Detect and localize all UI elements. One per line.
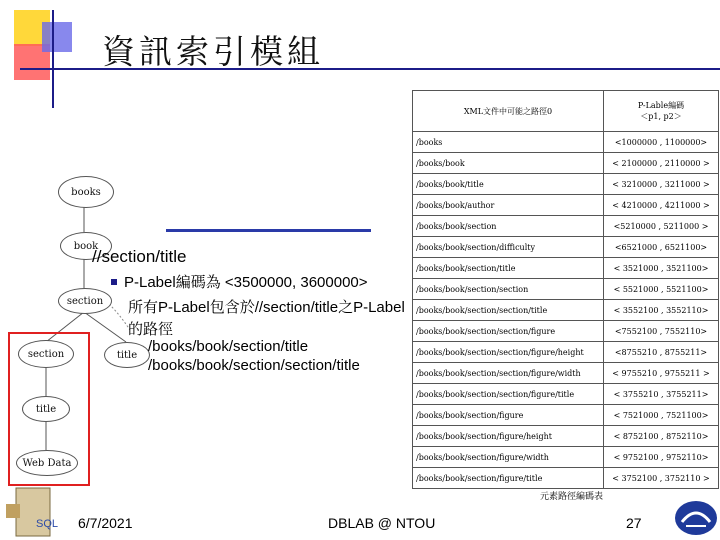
tree-node-books: books	[58, 176, 114, 208]
path-line-2: /books/book/section/section/title	[148, 357, 360, 374]
footer-center: DBLAB @ NTOU	[328, 515, 436, 531]
table-cell-path: /books/book/section/section/title	[413, 300, 604, 321]
table-row	[413, 342, 719, 363]
table-cell-label: < 3521000 , 3521100>	[604, 258, 719, 279]
table-cell-path: /books/book/section/section/figure	[413, 321, 604, 342]
table-header-row	[413, 91, 719, 132]
table-cell-path: /books/book/section/section	[413, 279, 604, 300]
table-cell-path: /books/book/title	[413, 174, 604, 195]
tree-node-section-child: section	[18, 340, 74, 368]
table-cell-path: /books/book/section/figure	[413, 405, 604, 426]
page-number: 27	[626, 515, 642, 531]
table-cell-label: < 3210000 , 3211000 >	[604, 174, 719, 195]
table-row	[413, 321, 719, 342]
header-square-blue	[42, 22, 72, 52]
table-row	[413, 300, 719, 321]
section-heading: //section/title	[92, 247, 187, 266]
tree-node-title: title	[22, 396, 70, 422]
table-cell-label: <5210000 , 5211000 >	[604, 216, 719, 237]
table-row	[413, 132, 719, 153]
table-cell-path: /books/book/section/figure/height	[413, 426, 604, 447]
slide-title: 資訊索引模組	[102, 32, 324, 71]
table-row	[413, 216, 719, 237]
table-cell-label: < 9752100 , 9752110>	[604, 447, 719, 468]
table-row	[413, 384, 719, 405]
table-row	[413, 426, 719, 447]
table-cell-label: < 3752100 , 3752110 >	[604, 468, 719, 489]
table-cell-label: < 8752100 , 8752110>	[604, 426, 719, 447]
tree-node-book: book	[60, 232, 112, 260]
table-row	[413, 468, 719, 489]
table-row	[413, 195, 719, 216]
table-cell-path: /books/book/section	[413, 216, 604, 237]
table-cell-path: /books	[413, 132, 604, 153]
department-logo	[2, 484, 64, 540]
table-cell-label: < 5521000 , 5521100>	[604, 279, 719, 300]
table-row	[413, 237, 719, 258]
highlight-blue-bar	[166, 229, 371, 232]
table-row	[413, 279, 719, 300]
table-header-label	[604, 91, 719, 132]
table-row	[413, 174, 719, 195]
table-cell-path: /books/book/section/difficulty	[413, 237, 604, 258]
footer-date: 6/7/2021	[78, 515, 133, 531]
table-cell-label: < 7521000 , 7521100>	[604, 405, 719, 426]
table-row	[413, 258, 719, 279]
element-path-table	[412, 90, 719, 489]
bullet-marker	[111, 279, 117, 285]
table-header-label-text: P-Lable編碼 ＜p1, p2＞	[637, 101, 685, 121]
table-caption: 元素路徑編碼表	[540, 492, 604, 502]
table-cell-label: < 3755210 , 3755211>	[604, 384, 719, 405]
highlight-red-box	[8, 332, 90, 486]
table-row	[413, 447, 719, 468]
tree-node-section: section	[58, 288, 112, 314]
table-cell-path: /books/book/section/figure/title	[413, 468, 604, 489]
p-label-contains-line: 所有P-Label包含於//section/title之P-Label	[128, 299, 405, 316]
table-row	[413, 405, 719, 426]
path-label: 的路徑	[128, 321, 174, 338]
table-cell-path: /books/book/section/title	[413, 258, 604, 279]
path-line-1: /books/book/section/title	[148, 338, 309, 355]
university-logo-icon	[674, 500, 718, 536]
table-cell-label: <7552100 , 7552110>	[604, 321, 719, 342]
table-cell-path: /books/book/author	[413, 195, 604, 216]
table-cell-label: < 4210000 , 4211000 >	[604, 195, 719, 216]
table-cell-label: < 3552100 , 3552110>	[604, 300, 719, 321]
table-cell-path: /books/book/section/section/figure/height	[413, 342, 604, 363]
table-row	[413, 363, 719, 384]
tree-node-title-inner: title	[104, 342, 150, 368]
table-header-path: XML文件中可能之路徑0	[413, 91, 604, 132]
table-cell-path: /books/book/section/section/figure/title	[413, 384, 604, 405]
table-cell-label: <1000000 , 1100000>	[604, 132, 719, 153]
logo-text: SQL	[36, 518, 59, 530]
p-label-line: P-Label編碼為 <3500000, 3600000>	[124, 274, 368, 291]
table-cell-path: /books/book/section/section/figure/width	[413, 363, 604, 384]
table-cell-label: <8755210 , 8755211>	[604, 342, 719, 363]
header-vertical-rule	[52, 10, 54, 108]
table-cell-label: <6521000 , 6521100>	[604, 237, 719, 258]
tree-node-web-data: Web Data	[16, 450, 78, 476]
table-cell-label: < 9755210 , 9755211 >	[604, 363, 719, 384]
table-row	[413, 153, 719, 174]
table-cell-label: < 2100000 , 2110000 >	[604, 153, 719, 174]
table-cell-path: /books/book/section/figure/width	[413, 447, 604, 468]
table-cell-path: /books/book	[413, 153, 604, 174]
